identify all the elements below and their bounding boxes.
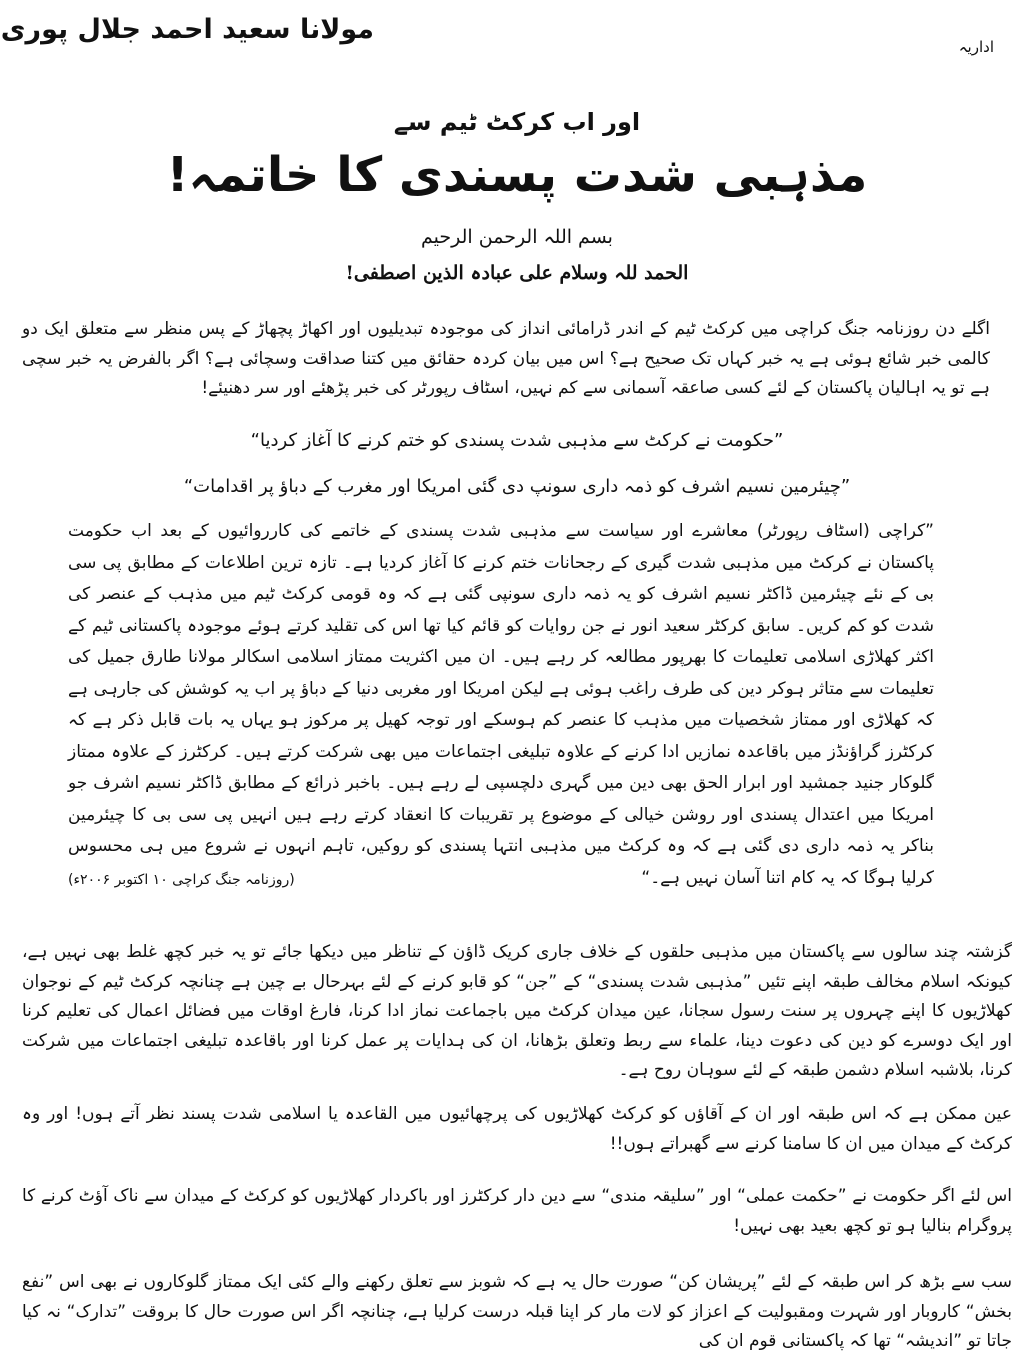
article-headline: مذہبی شدت پسندی کا خاتمہ! <box>166 147 868 203</box>
author-name: مولانا سعید احمد جلال پوری <box>0 14 374 45</box>
paragraph-government-plan: اس لئے اگر حکومت نے ”حکمت عملی“ اور ”سلیقہ مندی“ سے دین دار کرکٹرز اور باکردار کھلاڑیوں کو کرکٹ کے میدان سے ناک آؤٹ کرنے کا پروگرام بنالیا ہو تو کچھ بعید بھی نہیں! <box>22 1186 1012 1236</box>
news-citation: (روزنامہ جنگ کراچی ۱۰ اکتوبر ۲۰۰۶ء) <box>68 871 295 888</box>
section-label: اداریہ <box>958 38 994 56</box>
paragraph-singers: سب سے بڑھ کر اس طبقہ کے لئے ”پریشان کن“ صورت حال یہ ہے کہ شوبز سے تعلق رکھنے والے کئی ایک ممتاز گلوکاروں نے بھی اس ”نفع بخش“ کاروبار اور شہرت ومقبولیت کے اعزاز کو لات مار کر اپنا قبلہ درست کرلیا ہے، چنانچہ اگر اس صورت حال کا بروقت ”تدارک“ نہ کیا جاتا تو ”اندیشہ“ تھا کہ پاکستانی قوم ان کی <box>22 1272 1012 1351</box>
quoted-news-text: ”کراچی (اسٹاف رپورٹر) معاشرے اور سیاست سے مذہبی شدت پسندی کے خاتمے کی کارروائیوں کے بعد اب حکومت پاکستان نے کرکٹ میں مذہبی شدت گیری کے رجحانات ختم کرنے کا آغاز کردیا ہے۔ تازہ ترین اطلاعات کے مطابق پی سی بی کے نئے چیئرمین ڈاکٹر نسیم اشرف کو یہ ذمہ داری سونپی گئی ہے کہ وہ قومی کرکٹ ٹیم میں مذہب کے عنصر کی شدت کو کم کریں۔ سابق کرکٹر سعید انور نے جن روایات کو قائم کیا تھا اس کی تقلید کرتے ہوئے موجودہ پاکستانی ٹیم کے اکثر کھلاڑی اسلامی تعلیمات کا بھرپور مطالعہ کر رہے ہیں۔ ان میں اکثریت ممتاز اسلامی اسکالر مولانا طارق جمیل کی تعلیمات سے متاثر ہوکر دین کی طرف راغب ہوئی ہے لیکن امریکا اور مغربی دنیا کے دباؤ پر اب یہ کوشش کی جارہی ہے کہ کھلاڑی اور ممتاز شخصیات میں مذہب کا عنصر کم ہوسکے اور توجہ کھیل پر مرکوز ہو یہاں یہ بات قابل ذکر ہے کہ کرکٹرز گراؤنڈز میں باقاعدہ نمازیں ادا کرنے کے علاوہ تبلیغی اجتماعات میں بھی شرکت کرتے ہیں۔ کرکٹرز کے علاوہ ممتاز گلوکار جنید جمشید اور ابرار الحق بھی دین میں گہری دلچسپی لے رہے ہیں۔ باخبر ذرائع کے مطابق ڈاکٹر نسیم اشرف جو امریکا میں اعتدال پسندی اور روشن خیالی کے موضوع پر تقریبات کا انعقاد کرتے رہے ہیں انہیں پی سی بی کا چیئرمین بناکر یہ ذمہ داری دی گئی ہے کہ وہ کرکٹ میں مذہبی انتہا پسندی کو روکیں، تاہم انہوں نے شروع میں ہی محسوس کرلیا ہوگا کہ یہ کام اتنا آسان نہیں ہے۔“ <box>68 521 934 888</box>
quoted-headline-1: ”حکومت نے کرکٹ سے مذہبی شدت پسندی کو ختم کرنے کا آغاز کردیا“ <box>250 430 784 451</box>
paragraph-intro: اگلے دن روزنامہ جنگ کراچی میں کرکٹ ٹیم کے اندر ڈرامائی انداز کی موجودہ تبدیلیوں اور اکھاڑ پچھاڑ کے پس منظر سے متعلق ایک دو کالمی خبر شائع ہوئی ہے یہ خبر کہاں تک صحیح ہے؟ اس میں بیان کردہ حقائق میں کتنا صداقت وسچائی ہے؟ اگر بالفرض یہ خبر سچی ہے تو یہ اہالیان پاکستان کے لئے کسی صاعقہ آسمانی سے کم نہیں، اسٹاف رپورٹر کی خبر پڑھئے اور سر دھنیئے! <box>22 319 990 398</box>
bismillah-line: بسم اللہ الرحمن الرحیم <box>421 226 613 248</box>
quoted-news-report <box>68 516 934 896</box>
paragraph-crackdown: گزشتہ چند سالوں سے پاکستان میں مذہبی حلقوں کے خلاف جاری کریک ڈاؤن کے تناظر میں دیکھا جائے تو یہ خبر کچھ غلط بھی نہیں ہے، کیونکہ اسلام مخالف طبقہ اپنے تئیں ”مذہبی شدت پسندی“ کے ”جن“ کو قابو کرنے کے لئے بہرحال بے چین ہے چنانچہ کرکٹ ٹیم کے نوجوان کھلاڑیوں کا اپنے چہروں پر سنت رسول سجانا، عین میدان کرکٹ میں باجماعت نماز ادا کرنا، فارغ اوقات میں فضائل اعمال کی تعلیم کرنا اور ایک دوسرے کو دین کی دعوت دینا، علماء سے ربط وتعلق بڑھانا، ان کی ہدایات پر عمل کرنا اور باقاعدہ تبلیغی اجتماعات میں شرکت کرنا، بلاشبہ اسلام دشمن طبقہ کے لئے سوہان روح ہے۔ <box>22 942 1012 1080</box>
quoted-headline-2: ”چیئرمین نسیم اشرف کو ذمہ داری سونپ دی گئی امریکا اور مغرب کے دباؤ پر اقدامات“ <box>183 476 851 497</box>
hamd-line: الحمد للہ وسلام علی عبادہ الذین اصطفی! <box>345 262 689 284</box>
article-kicker: اور اب کرکٹ ٹیم سے <box>393 108 641 136</box>
paragraph-possibility: عین ممکن ہے کہ اس طبقہ اور ان کے آقاؤں کو کرکٹ کھلاڑیوں کی پرچھائیوں میں القاعدہ یا اسلامی شدت پسند نظر آتے ہوں! اور وہ کرکٹ کے میدان میں ان کا سامنا کرنے سے گھبراتے ہوں!! <box>22 1104 1012 1154</box>
